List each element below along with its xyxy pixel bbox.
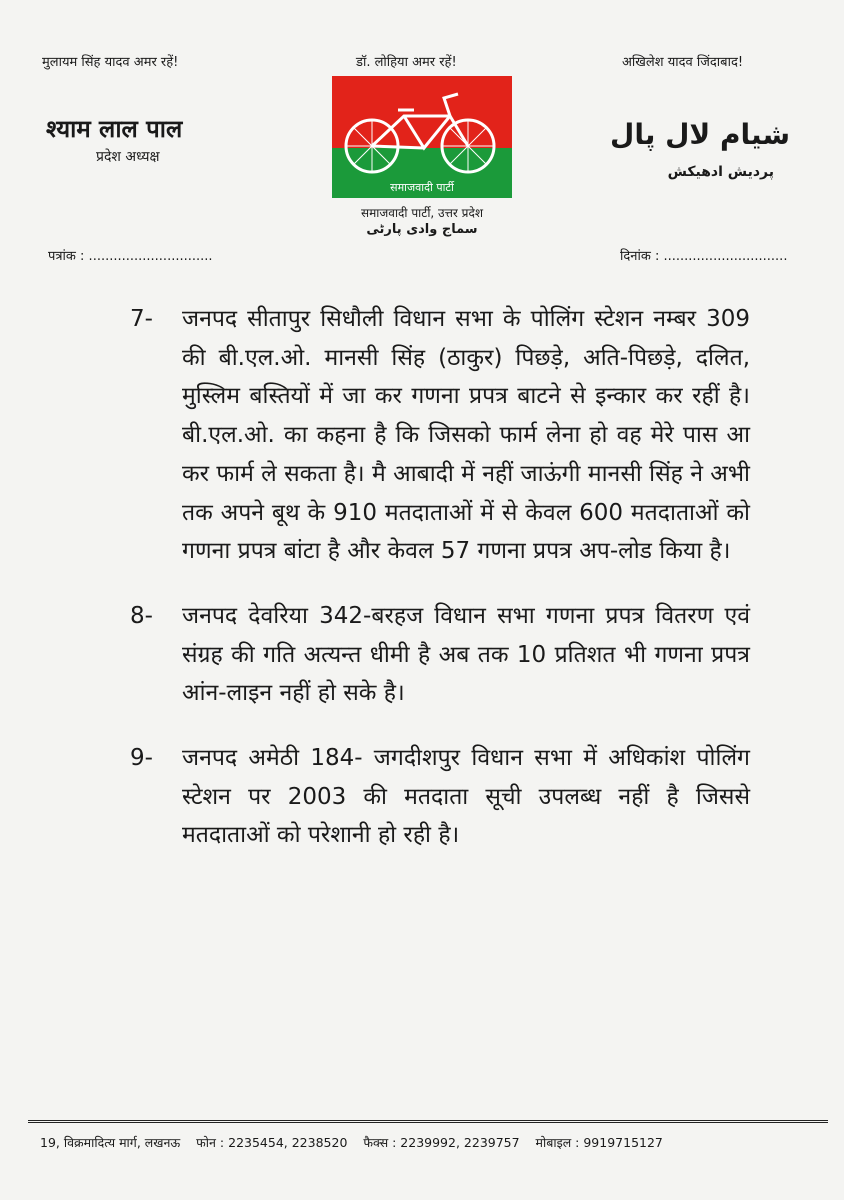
list-item (130, 300, 750, 571)
letter-date-field: दिनांक : .............................. (620, 249, 788, 264)
footer-fax: फैक्स : 2239992, 2239757 (363, 1135, 520, 1150)
letter-ref-field: पत्रांक : .............................. (48, 249, 213, 264)
slogan-left: मुलायम सिंह यादव अमर रहें! (42, 55, 179, 70)
party-name: समाजवादी पार्टी, उत्तर प्रदेश (360, 206, 484, 220)
president-name-urdu: شیام لال پال (610, 118, 790, 151)
item-text: जनपद अमेठी 184- जगदीशपुर विधान सभा में अधिकांश पोलिंग स्टेशन पर 2003 की मतदाता सूची उपलब्ध नहीं है जिससे मतदाताओं को परेशानी हो रही है। (182, 745, 750, 849)
footer-contact (40, 1134, 663, 1151)
president-name-hindi: श्याम लाल पाल (46, 115, 183, 143)
item-text: जनपद सीतापुर सिधौली विधान सभा के पोलिंग स्टेशन नम्बर 309 की बी.एल.ओ. मानसी सिंह (ठाकुर) पिछड़े, अति-पिछड़े, दलित, मुस्लिम बस्तियों में जा कर गणना प्रपत्र बाटने से इन्कार कर रहीं है। बी.एल.ओ. का कहना है कि जिसको फार्म लेना हो वह मेरे पास आ कर फार्म ले सकता है। मै आबादी में नहीं जाऊंगी मानसी सिंह ने अभी तक अपने बूथ के 910 मतदाताओं में से केवल 600 मतदाताओं को गणना प्रपत्र बांटा है और केवल 57 गणना प्रपत्र अप-लोड किया है। (182, 306, 750, 565)
item-number: 9- (130, 745, 153, 772)
footer-divider (28, 1120, 828, 1123)
slogan-right: अखिलेश यादव जिंदाबाद! (622, 55, 744, 70)
list-item (130, 739, 750, 855)
slogan-center: डॉ. लोहिया अमर रहें! (356, 55, 457, 70)
president-designation-hindi: प्रदेश अध्यक्ष (96, 149, 160, 165)
complaint-list (130, 300, 750, 881)
bicycle-icon (332, 76, 512, 186)
party-logo (332, 76, 512, 198)
item-number: 7- (130, 306, 153, 332)
footer-phone: फोन : 2235454, 2238520 (196, 1135, 348, 1150)
president-designation-urdu: پردیش ادھیکش (667, 164, 774, 180)
item-number: 8- (130, 602, 153, 629)
footer-mobile: मोबाइल : 9919715127 (535, 1135, 663, 1150)
footer-address: 19, विक्रमादित्य मार्ग, लखनऊ (40, 1135, 181, 1150)
item-text: जनपद देवरिया 342-बरहज विधान सभा गणना प्रपत्र वितरण एवं संग्रह की गति अत्यन्त धीमी है अब तक 10 प्रतिशत भी गणना प्रपत्र आंन-लाइन नहीं हो सके है। (182, 602, 750, 707)
party-name-urdu: سماج وادی پارٹی (366, 222, 478, 237)
list-item (130, 597, 750, 713)
logo-caption: समाजवादी पार्टी (390, 181, 454, 194)
